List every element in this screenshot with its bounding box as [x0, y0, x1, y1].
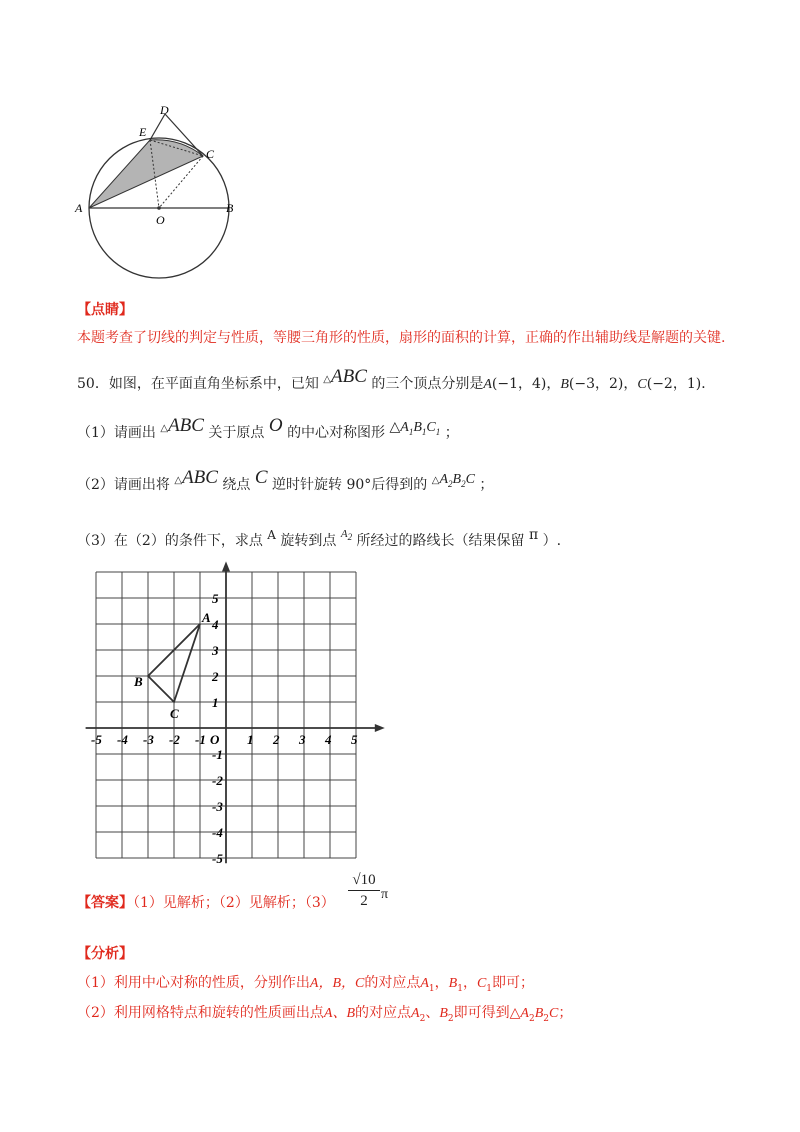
label-e: E — [139, 125, 147, 139]
label-a: A — [75, 201, 83, 215]
answer-text: （1）见解析；（2）见解析；（3） — [133, 895, 335, 911]
y-axis-arrow-icon — [222, 561, 230, 571]
y-tick-label: 3 — [212, 643, 219, 658]
x-tick-label: -2 — [169, 732, 180, 747]
label-d: D — [160, 103, 169, 117]
label-b: B — [226, 201, 234, 215]
x-tick-label: 2 — [273, 732, 280, 747]
circle-figure — [70, 100, 260, 285]
question-3: （3）在（2）的条件下，求点 A 旋转到点 $^{A_2}$ 所经过的路线长（结果保留 π ）. — [77, 527, 562, 549]
y-tick-label: -5 — [212, 851, 223, 866]
x-axis-arrow-icon — [375, 724, 385, 732]
y-tick-label: -1 — [212, 747, 223, 762]
answer-pi: π — [381, 887, 389, 902]
x-tick-label: -4 — [117, 732, 128, 747]
x-tick-label: -1 — [195, 732, 206, 747]
dianjing-heading: 【点睛】 — [77, 302, 133, 318]
question-1: （1）请画出 △ABC 关于原点 O 的中心对称图形 $\triangle A_1B_1C_1$ ； — [77, 415, 459, 441]
y-tick-label: 1 — [212, 695, 219, 710]
answer-line — [77, 893, 335, 913]
dianjing-text: 本题考查了切线的判定与性质，等腰三角形的性质，扇形的面积的计算，正确的作出辅助线是解题的关键. — [77, 330, 726, 346]
x-tick-label: 5 — [351, 732, 358, 747]
label-c: C — [206, 147, 215, 161]
y-tick-label: 5 — [212, 591, 219, 606]
x-tick-label: -5 — [91, 732, 102, 747]
answer-fraction: √10 2 — [346, 871, 382, 910]
y-tick-label: -3 — [212, 799, 223, 814]
x-tick-label: 3 — [299, 732, 306, 747]
y-tick-label: 2 — [212, 669, 219, 684]
x-tick-label: 1 — [247, 732, 254, 747]
point-b-label: B — [134, 674, 143, 689]
point-c-label: C — [170, 706, 179, 721]
analysis-heading: 【分析】 — [77, 946, 133, 962]
x-tick-label: 4 — [325, 732, 332, 747]
question-2: （2）请画出将 △ABC 绕点 C 逆时针旋转 90°后得到的 $^\triangle A_2B_2C$ ； — [77, 467, 494, 493]
problem-intro: 50．如图，在平面直角坐标系中，已知 △ABC 的三个顶点分别是A(−1，4)，B(−3，2)，C(−2，1)． — [77, 366, 716, 392]
x-tick-label: -3 — [143, 732, 154, 747]
y-tick-label: -2 — [212, 773, 223, 788]
y-tick-label: -4 — [212, 825, 223, 840]
answer-heading: 【答案】 — [77, 895, 133, 911]
point-a-label: A — [202, 610, 211, 625]
coordinate-grid-figure — [80, 568, 400, 866]
origin-label: O — [210, 732, 220, 747]
y-tick-label: 4 — [212, 617, 219, 632]
analysis-line-2: （2）利用网格特点和旋转的性质画出点A、B的对应点$A_2$、$B_2$即可得到$\triangle A_2B_2C$； — [77, 1005, 573, 1024]
label-o: O — [156, 213, 165, 227]
analysis-line-1: （1）利用中心对称的性质，分别作出A，B，C的对应点$A_1$，$B_1$，$C_1$即可； — [77, 975, 535, 994]
